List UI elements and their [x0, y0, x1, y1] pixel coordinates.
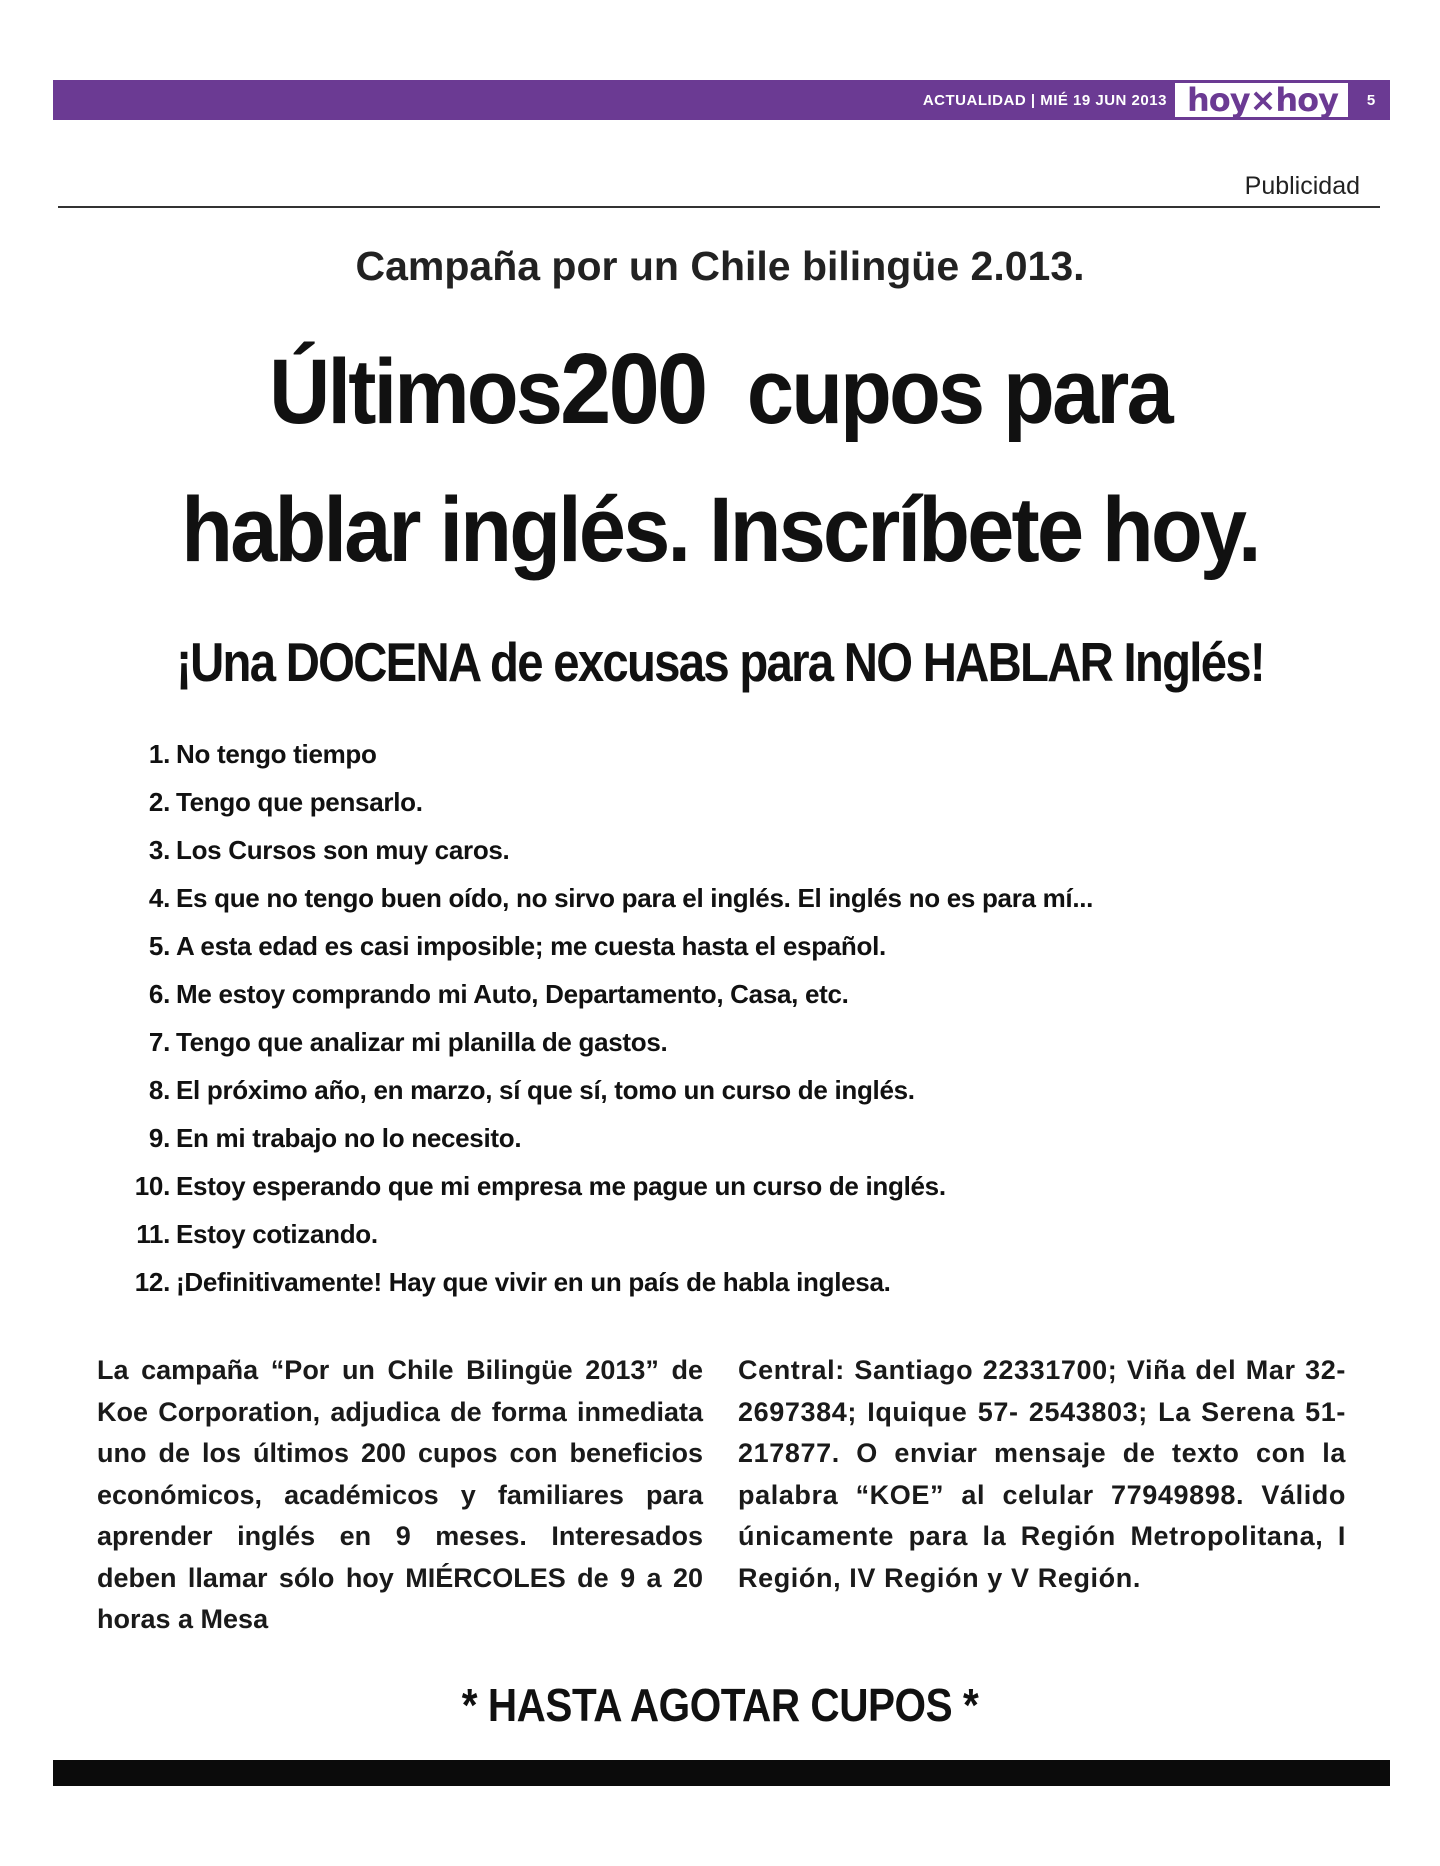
item-text: Tengo que analizar mi planilla de gastos. — [176, 1027, 668, 1057]
item-number: 9. — [148, 1123, 170, 1153]
list-item — [120, 922, 1240, 970]
list-item — [120, 778, 1240, 826]
list-item — [120, 1162, 1240, 1210]
list-item — [120, 1114, 1240, 1162]
subheadline: ¡Una DOCENA de excusas para NO HABLAR Inglés! — [176, 631, 1264, 693]
list-item — [120, 1258, 1240, 1306]
item-text: Estoy esperando que mi empresa me pague un curso de inglés. — [176, 1171, 946, 1201]
headline-line-1 — [113, 320, 1327, 461]
headline — [113, 320, 1327, 599]
divider-rule — [58, 206, 1380, 208]
list-item — [120, 730, 1240, 778]
item-text: En mi trabajo no lo necesito. — [176, 1123, 522, 1153]
publicidad-label: Publicidad — [1244, 172, 1360, 200]
body-text-right: Central: Santiago 22331700; Viña del Mar 32- 2697384; Iquique 57- 2543803; La Serena 51- 217877. O enviar mensaje de texto con la palabra “KOE” al celular 77949898. Válido únicamente para la Región Metropolitana, I Región, IV Región y V Región. — [738, 1355, 1346, 1593]
item-text: Me estoy comprando mi Auto, Departamento, Casa, etc. — [176, 979, 849, 1009]
item-number: 5. — [148, 931, 170, 961]
bottom-bar — [53, 1760, 1390, 1786]
item-number: 4. — [148, 883, 170, 913]
item-text: Es que no tengo buen oído, no sirvo para el inglés. El inglés no es para mí... — [176, 883, 1094, 913]
headline-line-2: hablar inglés. Inscríbete hoy. — [181, 479, 1259, 581]
item-number: 8. — [148, 1075, 170, 1105]
item-text: Tengo que pensarlo. — [176, 787, 423, 817]
item-number: 6. — [148, 979, 170, 1009]
item-text: Los Cursos son muy caros. — [176, 835, 510, 865]
list-item — [120, 826, 1240, 874]
excuses-list — [120, 730, 1240, 1306]
item-number: 7. — [148, 1027, 170, 1057]
logo-text: hoy×hoy — [1186, 81, 1338, 119]
header-bar — [53, 80, 1390, 120]
item-text: Estoy cotizando. — [176, 1219, 378, 1249]
list-item — [120, 1210, 1240, 1258]
item-text: No tengo tiempo — [176, 739, 377, 769]
headline-part-2: cupos para — [746, 341, 1171, 443]
item-number: 11. — [136, 1219, 170, 1249]
list-item — [120, 970, 1240, 1018]
headline-part-1: Últimos — [269, 341, 561, 443]
item-number: 12. — [134, 1267, 170, 1297]
list-item — [120, 874, 1240, 922]
footer-note: * HASTA AGOTAR CUPOS * — [461, 1679, 979, 1731]
section-date-label: ACTUALIDAD | MIÉ 19 JUN 2013 — [922, 91, 1167, 109]
item-number: 1. — [148, 739, 170, 769]
item-text: El próximo año, en marzo, sí que sí, tomo un curso de inglés. — [176, 1075, 915, 1105]
page-number: 5 — [1366, 91, 1376, 109]
item-text: ¡Definitivamente! Hay que vivir en un país de habla inglesa. — [176, 1267, 891, 1297]
list-item — [120, 1066, 1240, 1114]
headline-number: 200 — [560, 333, 706, 445]
campaign-title: Campaña por un Chile bilingüe 2.013. — [355, 243, 1085, 289]
item-number: 10. — [134, 1171, 170, 1201]
body-text-left: La campaña “Por un Chile Bilingüe 2013” de Koe Corporation, adjudica de forma inmediata uno de los últimos 200 cupos con beneficios económicos, académicos y familiares para aprender inglés en 9 meses. Interesados deben llamar sólo hoy MIÉRCOLES de 9 a 20 horas a Mesa — [97, 1355, 703, 1634]
item-number: 3. — [148, 835, 170, 865]
item-text: A esta edad es casi imposible; me cuesta hasta el español. — [176, 931, 886, 961]
list-item — [120, 1018, 1240, 1066]
item-number: 2. — [148, 787, 170, 817]
newspaper-logo — [1175, 83, 1348, 117]
